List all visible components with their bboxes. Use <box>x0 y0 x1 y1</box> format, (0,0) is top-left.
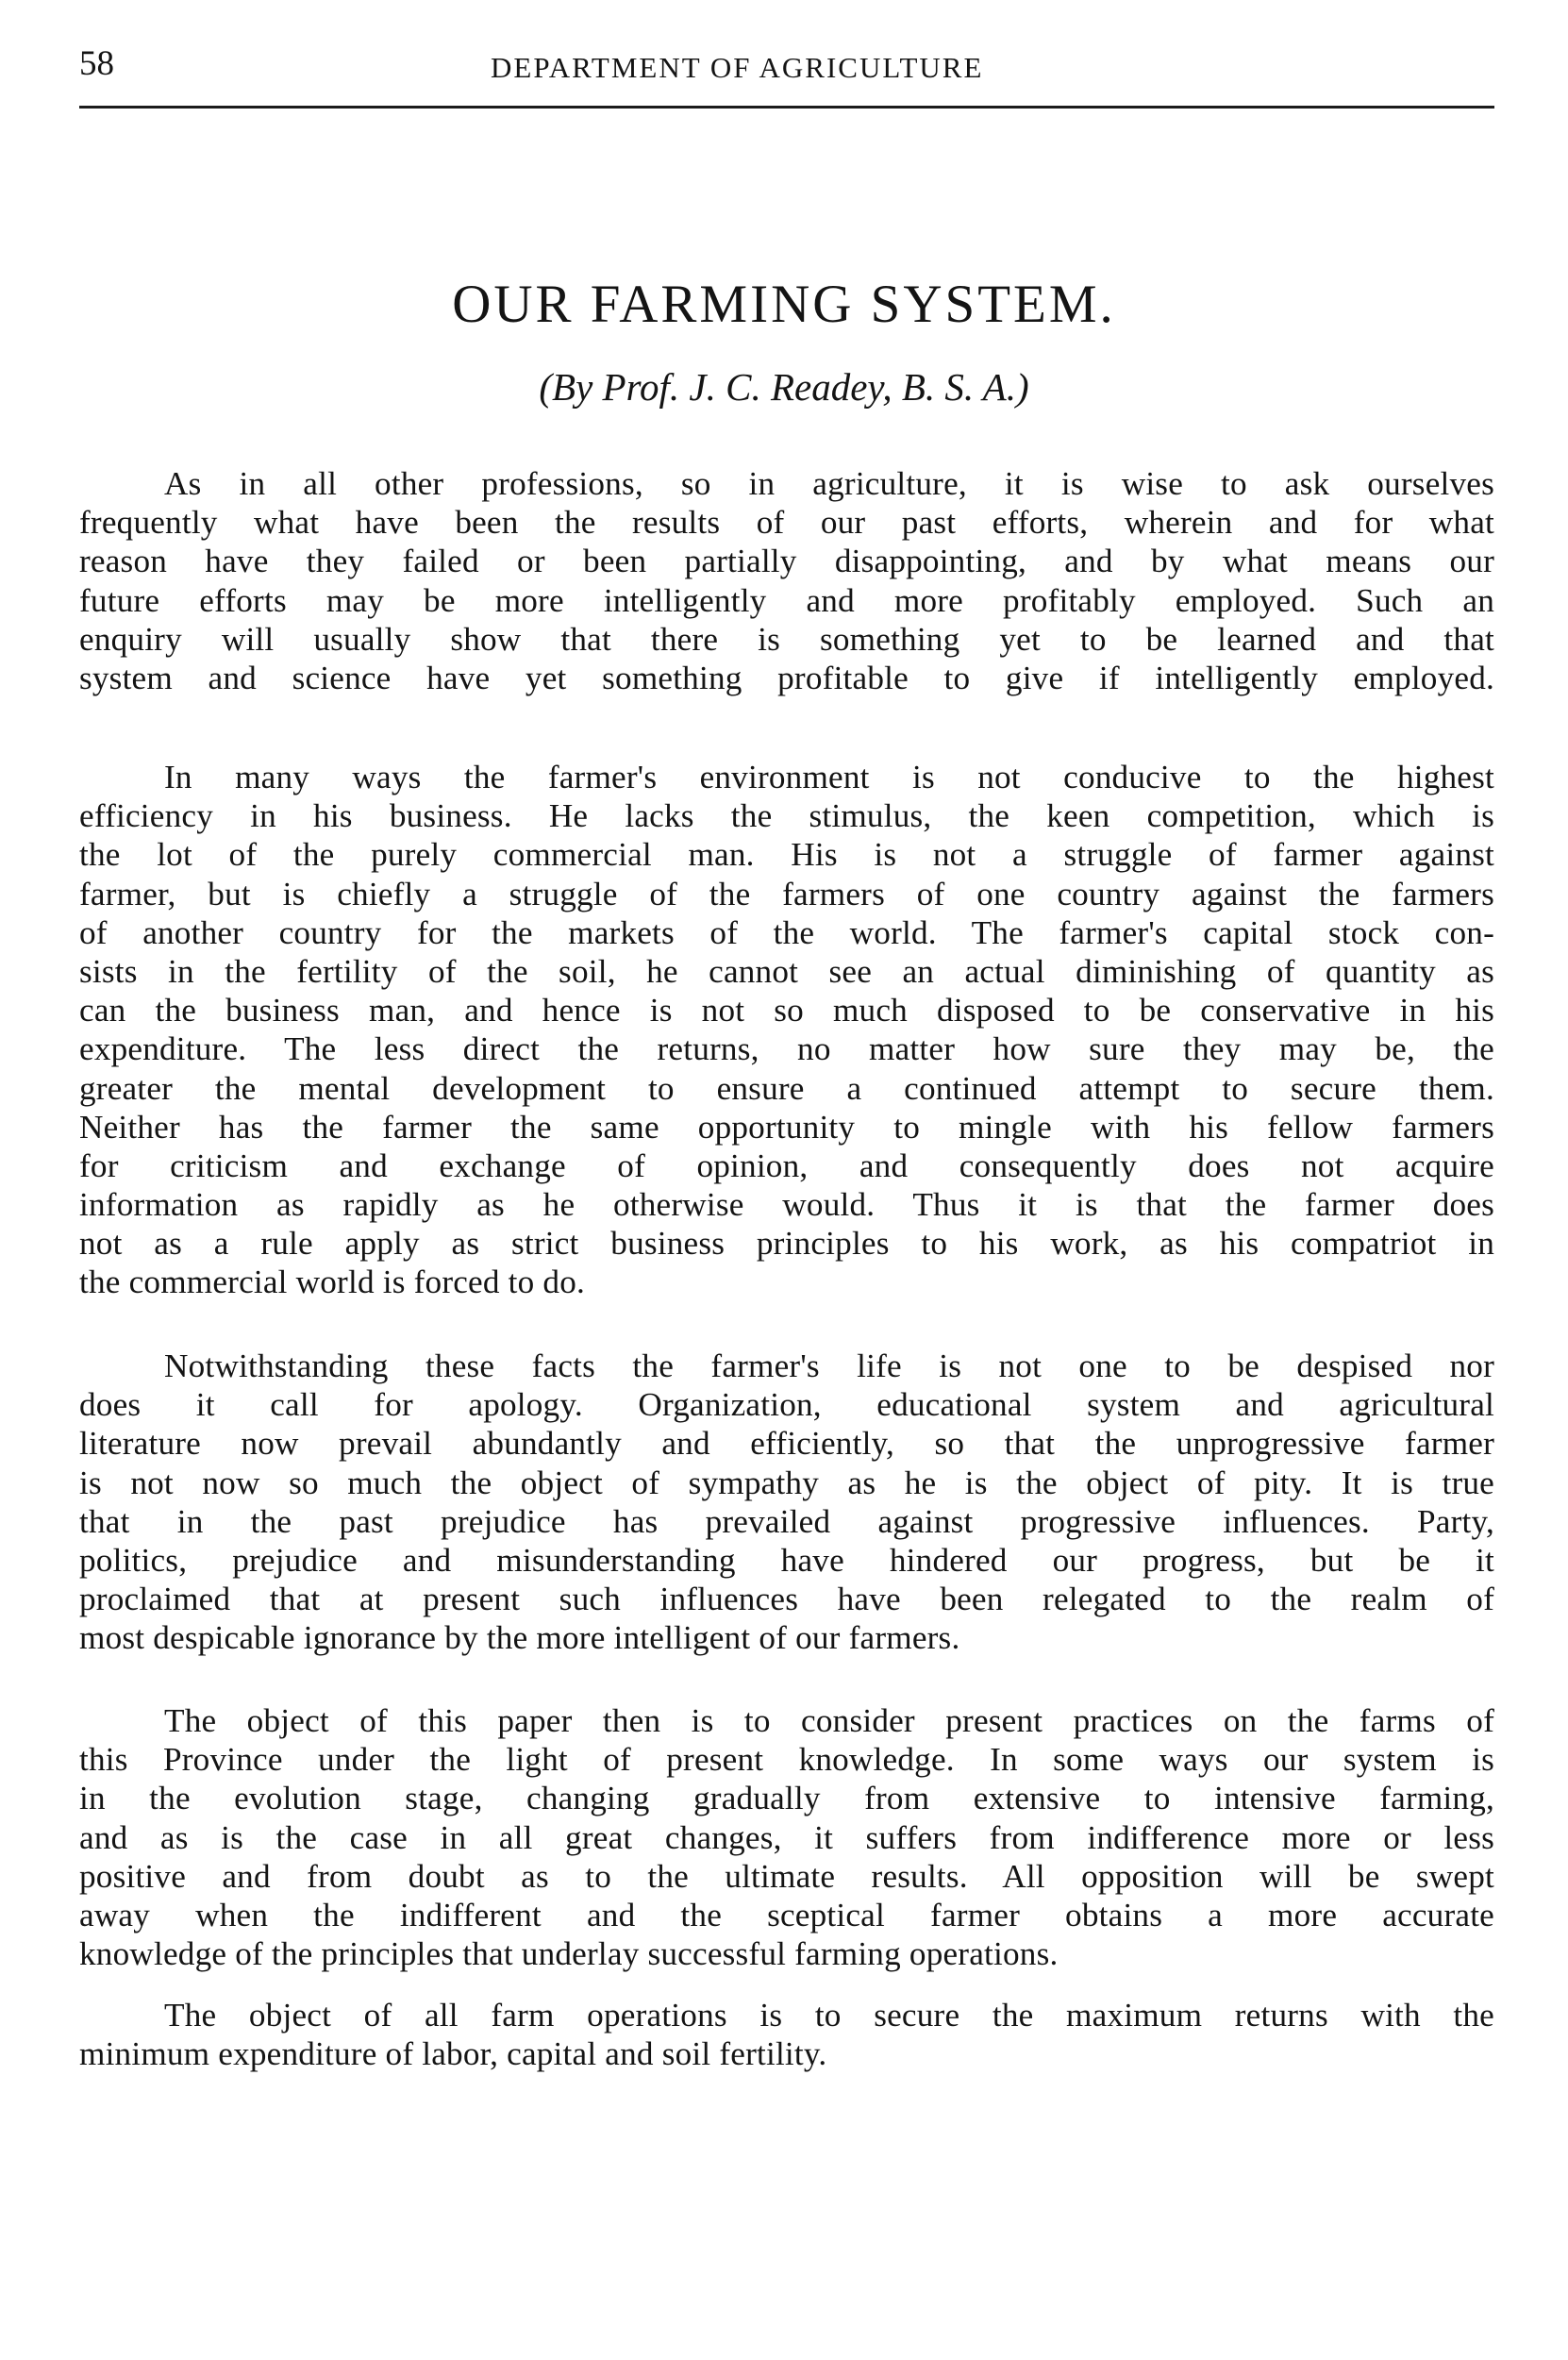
text-line: The object of all farm operations is to secure the maximum returns with the <box>164 1997 1494 2034</box>
paragraph-5 <box>79 1996 1494 2073</box>
text-line: expenditure. The less direct the returns, no matter how sure they may be, the <box>79 1030 1494 1068</box>
text-line: the lot of the purely commercial man. His is not a struggle of farmer against <box>79 836 1494 874</box>
text-line: away when the indifferent and the sceptical farmer obtains a more accurate <box>79 1896 1494 1933</box>
text-line: most despicable ignorance by the more intelligent of our farmers. <box>79 1619 960 1657</box>
paragraph-3 <box>79 1347 1494 1658</box>
text-line: reason have they failed or been partially disappointing, and by what means our <box>79 543 1494 580</box>
running-head: DEPARTMENT OF AGRICULTURE <box>491 51 984 84</box>
text-line: Notwithstanding these facts the farmer's life is not one to be despised nor <box>164 1347 1494 1384</box>
text-line: knowledge of the principles that underlay successful farming operations. <box>79 1935 1059 1973</box>
text-line: enquiry will usually show that there is something yet to be learned and that <box>79 620 1494 658</box>
text-line: information as rapidly as he otherwise would. Thus it is that the farmer does <box>79 1186 1494 1224</box>
text-line: and as is the case in all great changes, it suffers from indifference more or less <box>79 1818 1494 1856</box>
text-line: is not now so much the object of sympathy as he is the object of pity. It is true <box>79 1464 1494 1501</box>
text-line: positive and from doubt as to the ultimate results. All opposition will be swept <box>79 1857 1494 1895</box>
text-line: of another country for the markets of the world. The farmer's capital stock con- <box>79 913 1494 951</box>
text-line: As in all other professions, so in agriculture, it is wise to ask ourselves <box>164 465 1494 502</box>
text-line: does it call for apology. Organization, educational system and agricultural <box>79 1386 1494 1424</box>
text-line: future efforts may be more intelligently and more profitably employed. Such an <box>79 581 1494 619</box>
paragraph-4 <box>79 1701 1494 1973</box>
text-line: for criticism and exchange of opinion, and consequently does not acquire <box>79 1147 1494 1184</box>
text-line: minimum expenditure of labor, capital and soil fertility. <box>79 2035 827 2073</box>
text-line: Neither has the farmer the same opportunity to mingle with his fellow farmers <box>79 1108 1494 1146</box>
text-line: frequently what have been the results of our past efforts, wherein and for what <box>79 504 1494 542</box>
text-line: The object of this paper then is to consider present practices on the farms of <box>164 1702 1494 1739</box>
article-title: OUR FARMING SYSTEM. <box>452 275 1116 334</box>
text-line: farmer, but is chiefly a struggle of the farmers of one country against the farmers <box>79 875 1494 912</box>
text-line: literature now prevail abundantly and efficiently, so that the unprogressive farmer <box>79 1425 1494 1463</box>
text-line: can the business man, and hence is not so much disposed to be conservative in his <box>79 992 1494 1029</box>
text-line: politics, prejudice and misunderstanding have hindered our progress, but be it <box>79 1541 1494 1579</box>
page-number: 58 <box>79 44 114 83</box>
text-line: efficiency in his business. He lacks the stimulus, the keen competition, which is <box>79 797 1494 835</box>
header-rule <box>79 106 1494 109</box>
text-line: greater the mental development to ensure a continued attempt to secure them. <box>79 1069 1494 1107</box>
paragraph-1 <box>79 464 1494 697</box>
text-line: system and science have yet something profitable to give if intelligently employed. <box>79 659 1494 696</box>
text-line: sists in the fertility of the soil, he cannot see an actual diminishing of quantity as <box>79 952 1494 990</box>
text-line: not as a rule apply as strict business principles to his work, as his compatriot in <box>79 1225 1494 1263</box>
text-line: in the evolution stage, changing gradually from extensive to intensive farming, <box>79 1780 1494 1817</box>
text-line: that in the past prejudice has prevailed against progressive influences. Party, <box>79 1502 1494 1540</box>
text-line: this Province under the light of present knowledge. In some ways our system is <box>79 1741 1494 1779</box>
text-line: proclaimed that at present such influences have been relegated to the realm of <box>79 1581 1494 1618</box>
text-line: the commercial world is forced to do. <box>79 1264 586 1301</box>
text-line: In many ways the farmer's environment is not conducive to the highest <box>164 759 1494 795</box>
article-byline: (By Prof. J. C. Readey, B. S. A.) <box>539 365 1029 409</box>
paragraph-2 <box>79 758 1494 1302</box>
